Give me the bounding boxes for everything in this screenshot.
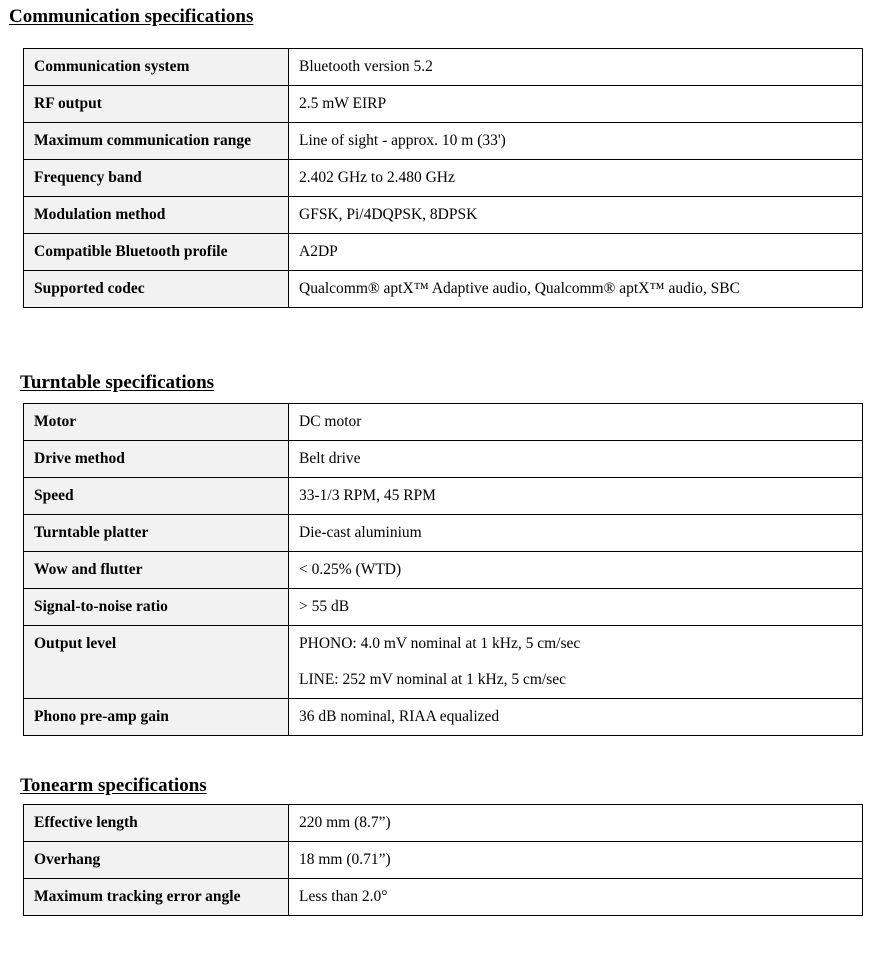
table-row (24, 515, 863, 552)
spec-value: 2.5 mW EIRP (289, 86, 863, 123)
table-row (24, 441, 863, 478)
spec-value: Belt drive (289, 441, 863, 478)
table-row (24, 805, 863, 842)
spec-label: Maximum communication range (24, 123, 289, 160)
spec-label: Drive method (24, 441, 289, 478)
spec-value-line: LINE: 252 mV nominal at 1 kHz, 5 cm/sec (299, 671, 567, 688)
spec-label: Turntable platter (24, 515, 289, 552)
table-row (24, 842, 863, 879)
table-row (24, 234, 863, 271)
table-row (24, 404, 863, 441)
spec-value: 18 mm (0.71”) (289, 842, 863, 879)
communication-spec-table (23, 48, 863, 308)
table-row (24, 699, 863, 736)
spec-label: RF output (24, 86, 289, 123)
table-row (24, 552, 863, 589)
spec-value: Line of sight - approx. 10 m (33') (289, 123, 863, 160)
spec-value: 36 dB nominal, RIAA equalized (289, 699, 863, 736)
spec-value: 220 mm (8.7”) (289, 805, 863, 842)
spec-value: < 0.25% (WTD) (289, 552, 863, 589)
spec-value-line: PHONO: 4.0 mV nominal at 1 kHz, 5 cm/sec (299, 635, 581, 652)
table-row (24, 197, 863, 234)
spec-label: Compatible Bluetooth profile (24, 234, 289, 271)
table-row (24, 879, 863, 916)
table-row (24, 160, 863, 197)
section-heading-communication: Communication specifications (9, 6, 254, 27)
spec-value: A2DP (289, 234, 863, 271)
turntable-spec-table (23, 403, 863, 736)
table-row (24, 589, 863, 626)
spec-value: Bluetooth version 5.2 (289, 49, 863, 86)
section-heading-turntable: Turntable specifications (20, 372, 215, 393)
spec-label: Phono pre-amp gain (24, 699, 289, 736)
spec-value: Qualcomm® aptX™ Adaptive audio, Qualcomm® aptX™ audio, SBC (289, 271, 863, 308)
table-row (24, 123, 863, 160)
spec-label: Communication system (24, 49, 289, 86)
spec-value: 33-1/3 RPM, 45 RPM (289, 478, 863, 515)
spec-label: Motor (24, 404, 289, 441)
spec-value: Less than 2.0° (289, 879, 863, 916)
spec-value: DC motor (289, 404, 863, 441)
spec-label: Effective length (24, 805, 289, 842)
spec-value: 2.402 GHz to 2.480 GHz (289, 160, 863, 197)
spec-label: Wow and flutter (24, 552, 289, 589)
spec-label: Modulation method (24, 197, 289, 234)
spec-label: Signal-to-noise ratio (24, 589, 289, 626)
spec-value: > 55 dB (289, 589, 863, 626)
tonearm-spec-table (23, 804, 863, 916)
spec-label: Maximum tracking error angle (24, 879, 289, 916)
spec-label: Output level (24, 626, 289, 699)
spec-label: Overhang (24, 842, 289, 879)
table-row (24, 478, 863, 515)
spec-label: Supported codec (24, 271, 289, 308)
section-heading-tonearm: Tonearm specifications (20, 775, 207, 796)
table-row (24, 271, 863, 308)
spec-value: Die-cast aluminium (289, 515, 863, 552)
table-row (24, 49, 863, 86)
spec-value (289, 626, 863, 699)
table-row (24, 626, 863, 699)
spec-value: GFSK, Pi/4DQPSK, 8DPSK (289, 197, 863, 234)
spec-label: Speed (24, 478, 289, 515)
table-row (24, 86, 863, 123)
spec-label: Frequency band (24, 160, 289, 197)
